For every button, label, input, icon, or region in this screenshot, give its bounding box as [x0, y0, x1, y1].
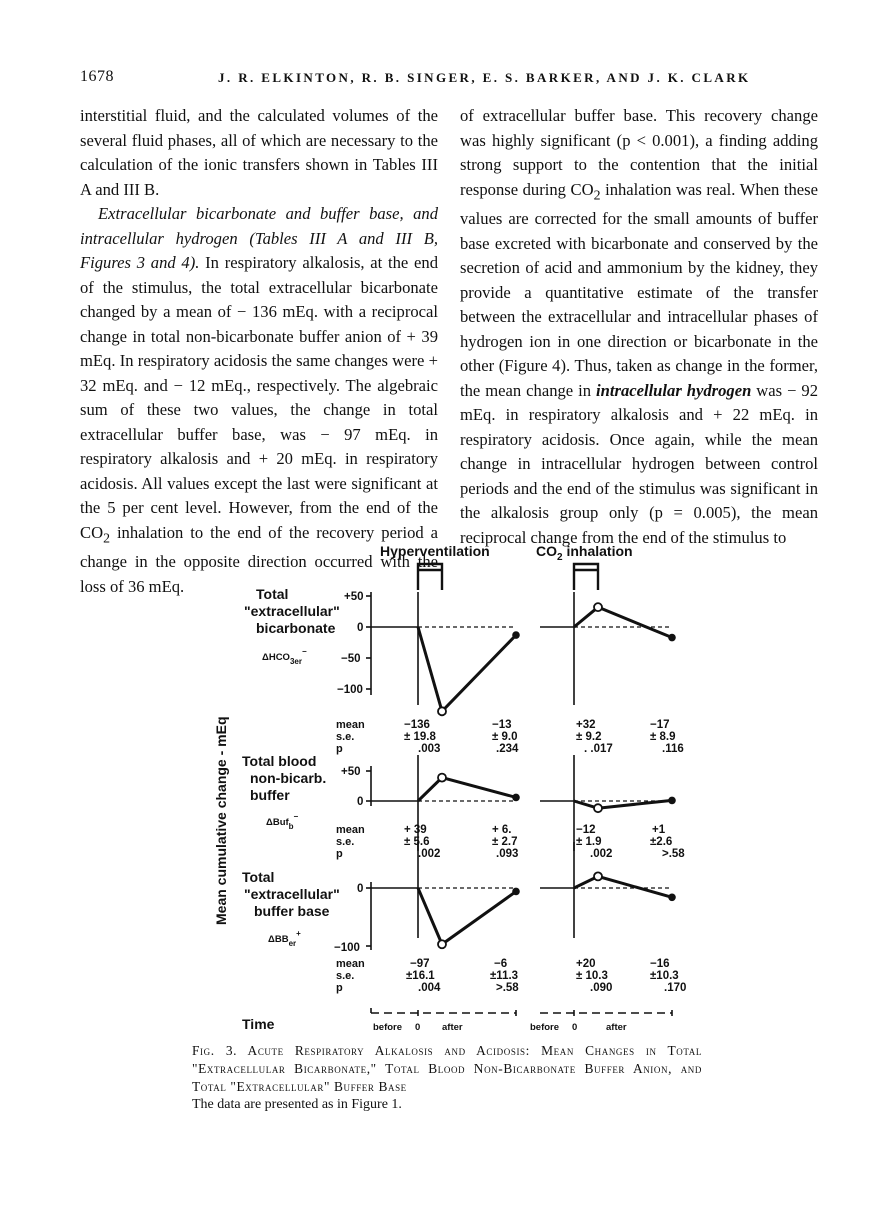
series-line	[418, 627, 516, 711]
svg-text:>.58: >.58	[496, 982, 519, 994]
svg-text:buffer base: buffer base	[254, 903, 330, 919]
time-ticks	[373, 1022, 627, 1033]
data-point-end-stimulus	[594, 804, 602, 812]
svg-text:.170: .170	[664, 982, 687, 994]
svg-text:−17: −17	[650, 719, 670, 731]
data-point-end-recovery	[668, 634, 676, 642]
svg-text:ΔHCO3er−: $\Delta HCO_{3er}^-$	[262, 647, 307, 666]
tick-label: 0	[357, 796, 364, 808]
svg-text:s.e.: s.e.	[336, 731, 355, 743]
panel-3-stat-labels	[336, 958, 365, 994]
tick-label: +50	[341, 766, 361, 778]
svg-text:.004: .004	[418, 982, 441, 994]
panel-1-label	[244, 586, 340, 666]
svg-text:± 2.7: ± 2.7	[492, 836, 518, 848]
figure-3-chart	[0, 530, 890, 1050]
paragraph-1: interstitial fluid, and the calculated volumes of the several fluid phases, all of which are necessary to the calculation of the ionic transfers shown in Tables III A and III B.	[80, 106, 438, 199]
svg-text:±16.1: ±16.1	[406, 970, 435, 982]
paragraph-3	[460, 104, 818, 550]
figure-3	[0, 530, 890, 1050]
data-point-end-recovery	[512, 631, 520, 639]
figure-note: The data are presented as in Figure 1.	[192, 1097, 402, 1112]
data-point-end-stimulus	[594, 603, 602, 611]
time-label: Time	[242, 1016, 275, 1032]
y-axis-title: Mean cumulative change - mEq	[213, 716, 229, 925]
paragraph-3-text-a: of extracellular buffer base. This recovery change was highly significant (p < 0.001), a finding adding strong support to the contention that the initial response during CO	[460, 106, 818, 199]
stimulus-bracket-2	[574, 564, 598, 590]
paragraph-3-text-b: inhalation was real. When these values are corrected for the small amounts of buffer base excreted with bicarbonate and conserved by the secretion of acid and ammonium by the kidney, they provide a quantitative estimate of the transfer between the extracellular and intracellular phases of hydrogen ion in one direction or bicarbonate in the other (Figure 4). Thus, taken as change in the former, the mean change in	[460, 179, 818, 400]
svg-text:+20: +20	[576, 958, 596, 970]
col2-title: $CO_2$ inhalation	[536, 543, 633, 563]
svg-text:"extracellular": "extracellular"	[244, 603, 340, 619]
data-point-end-stimulus	[438, 940, 446, 948]
svg-text:.090: .090	[590, 982, 613, 994]
caption-label: Fig. 3.	[192, 1043, 238, 1058]
svg-text:−6: −6	[494, 958, 508, 970]
svg-text:−97: −97	[410, 958, 430, 970]
svg-text:Total blood: Total blood	[242, 753, 317, 769]
right-column	[460, 104, 818, 550]
svg-text:before: before	[530, 1022, 560, 1033]
svg-text:±10.3: ±10.3	[650, 970, 679, 982]
svg-text:p: p	[336, 848, 343, 860]
series-line	[574, 876, 672, 897]
data-point-end-stimulus	[438, 774, 446, 782]
svg-text:+1: +1	[652, 824, 666, 836]
svg-text:Total: Total	[256, 586, 289, 602]
tick-label: 0	[357, 622, 364, 634]
svg-text:±2.6: ±2.6	[650, 836, 673, 848]
svg-text:+ 6.: + 6.	[492, 824, 512, 836]
svg-text:Total: Total	[242, 869, 275, 885]
col1-title: Hyperventilation	[380, 543, 490, 559]
svg-text:.003: .003	[418, 743, 441, 755]
svg-text:0: 0	[572, 1022, 578, 1033]
svg-text:s.e.: s.e.	[336, 836, 355, 848]
panel-1-stats	[404, 719, 684, 755]
italic-term: intracellular hydrogen	[596, 380, 752, 400]
svg-text:ΔBBer+: $\Delta BB_{er}^+$	[268, 929, 301, 948]
panel-2-label	[242, 753, 326, 831]
svg-text:after: after	[606, 1022, 627, 1033]
svg-text:>.58: >.58	[662, 848, 685, 860]
svg-text:non-bicarb.: non-bicarb.	[250, 770, 327, 786]
svg-text:+32: +32	[576, 719, 596, 731]
tick-label: −100	[337, 684, 363, 696]
svg-text:ΔBufb−: ΔBuf$_b$−	[266, 812, 299, 831]
svg-text:after: after	[442, 1022, 463, 1033]
svg-text:s.e.: s.e.	[336, 970, 355, 982]
tick-label: 0	[357, 883, 364, 895]
svg-text:.002: .002	[418, 848, 441, 860]
svg-text:−13: −13	[492, 719, 512, 731]
figure-caption	[192, 1042, 702, 1096]
svg-text:p: p	[336, 743, 343, 755]
svg-text:± 9.2: ± 9.2	[576, 731, 602, 743]
series-line	[574, 607, 672, 637]
panel-2-y-axis	[366, 766, 371, 806]
data-point-end-stimulus	[594, 872, 602, 880]
data-point-end-recovery	[512, 794, 520, 802]
plot-layer	[371, 592, 676, 948]
data-point-end-recovery	[512, 888, 520, 896]
svg-text:−136: −136	[404, 719, 430, 731]
stimulus-bracket-1	[418, 564, 442, 590]
paragraph-2-text-a: In respiratory alkalosis, at the end of the stimulus, the total extracellular bicarbonate changed by a mean of − 136 mEq. with a reciprocal change in total non-bicarbonate buffer anion of + 39 mEq. In respiratory acidosis the same changes were + 32 mEq. and − 12 mEq., respectively. The algebraic sum of these two values, the change in total extracellular buffer base, was − 97 mEq. in respiratory alkalosis and + 20 mEq. in respiratory acidosis. All values except the last were significant at the 5 per cent level. However, from the end of the CO	[80, 253, 439, 542]
subscript: 2	[593, 186, 601, 202]
svg-text:.116: .116	[662, 743, 684, 755]
svg-text:.002: .002	[590, 848, 613, 860]
series-line	[418, 778, 516, 801]
paragraph-2-text-b: inhalation to the end of the recovery period a change in the opposite direction occurred with the loss of 36 mEq.	[80, 522, 438, 596]
svg-text:± 8.9: ± 8.9	[650, 731, 676, 743]
svg-text:± 19.8: ± 19.8	[404, 731, 436, 743]
data-point-end-recovery	[668, 797, 676, 805]
svg-text:± 1.9: ± 1.9	[576, 836, 602, 848]
panel-3-label	[242, 869, 340, 948]
section-heading: Extracellular bicarbonate and buffer base, and intracellular hydrogen (Tables III A and III B, Figures 3 and 4).	[80, 204, 438, 272]
svg-text:−16: −16	[650, 958, 670, 970]
svg-text:"extracellular": "extracellular"	[244, 886, 340, 902]
panel-3-y-axis	[366, 882, 371, 950]
panel-2-stat-labels	[336, 824, 365, 860]
svg-text:± 10.3: ± 10.3	[576, 970, 608, 982]
panel-2-stats	[404, 824, 685, 860]
svg-text:.234: .234	[496, 743, 519, 755]
left-column	[80, 104, 438, 599]
svg-text:before: before	[373, 1022, 403, 1033]
svg-text:mean: mean	[336, 824, 365, 836]
svg-text:mean: mean	[336, 719, 365, 731]
svg-text:± 5.6: ± 5.6	[404, 836, 430, 848]
running-head: J. R. ELKINTON, R. B. SINGER, E. S. BARKER, AND J. K. CLARK	[218, 70, 751, 85]
svg-text:mean: mean	[336, 958, 365, 970]
tick-label: −50	[341, 653, 361, 665]
panel-1-stat-labels	[336, 719, 365, 755]
caption-text: Acute Respiratory Alkalosis and Acidosis: Mean Changes in Total "Extracellular Bicarbonate," Total Blood Non-Bicarbonate Buffer Anion, and Total "Extracellular" Buffer Base	[192, 1043, 702, 1094]
subscript: 2	[103, 529, 110, 545]
svg-text:−12: −12	[576, 824, 596, 836]
tick-label: +50	[344, 591, 364, 603]
svg-text:0: 0	[415, 1022, 421, 1033]
svg-text:.093: .093	[496, 848, 519, 860]
data-point-end-recovery	[668, 893, 676, 901]
panel-1-y-axis	[366, 592, 371, 695]
svg-text:+ 39: + 39	[404, 824, 427, 836]
tick-label: −100	[334, 942, 360, 954]
data-point-end-stimulus	[438, 707, 446, 715]
time-axis	[371, 1008, 672, 1016]
svg-text:bicarbonate: bicarbonate	[256, 620, 336, 636]
svg-text:± 9.0: ± 9.0	[492, 731, 518, 743]
svg-text:±11.3: ±11.3	[490, 970, 519, 982]
svg-text:buffer: buffer	[250, 787, 290, 803]
series-line	[418, 888, 516, 944]
svg-text:p: p	[336, 982, 343, 994]
page-number: 1678	[80, 68, 114, 85]
svg-text:. .017: . .017	[584, 743, 613, 755]
panel-3-stats	[406, 958, 686, 994]
paragraph-3-text-d: was − 92 mEq. in respiratory alkalosis and + 22 mEq. in respiratory acidosis. Once again, while the mean change in intracellular hydrogen between control periods and the end of the stimulus was significant in the alkalosis group only (p = 0.005), the mean reciprocal change from the end of the stimulus to	[460, 380, 818, 547]
